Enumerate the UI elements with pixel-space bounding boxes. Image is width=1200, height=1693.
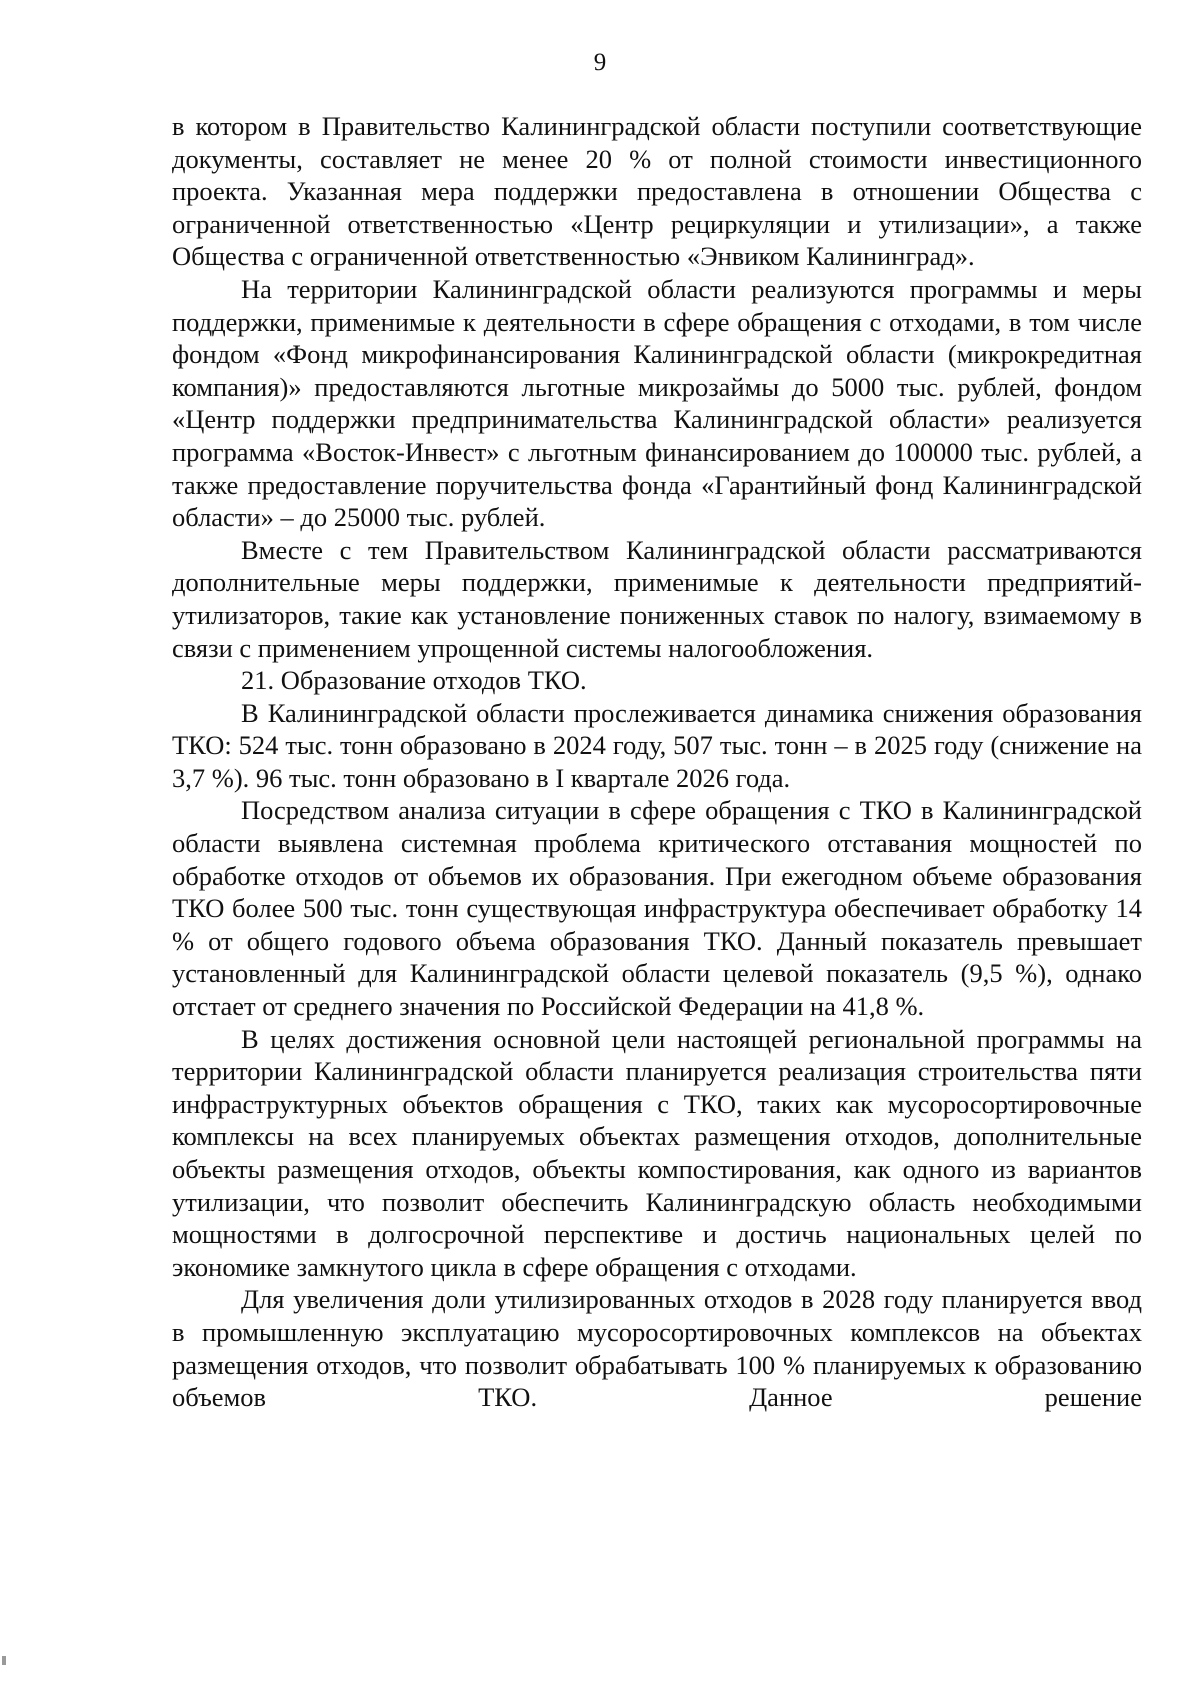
paragraph-infrastructure-plan: В целях достижения основной цели настоящей региональной программы на территории Калининградской области планируется реализация строительства пяти инфраструктурных объектов обращения с ТКО, таких как мусоросортировочные комплексы на всех планируемых объектах размещения отходов, дополнительные объекты размещения отходов, объекты компостирования, как одного из вариантов утилизации, что позволит обеспечить Калининградскую область необходимыми мощностями в долгосрочной перспективе и достичь национальных целей по экономике замкнутого цикла в сфере обращения с отходами. [172,1023,1142,1282]
paragraph-recycling-share: Для увеличения доли утилизированных отходов в 2028 году планируется ввод в промышленную эксплуатацию мусоросортировочных комплексов на объектах размещения отходов, что позволит обрабатывать 100 % планируемых к образованию объемов ТКО. Данное решение [172,1284,1142,1413]
paragraph-waste-dynamics: В Калининградской области прослеживается динамика снижения образования ТКО: 524 тыс. тонн образовано в 2024 году, 507 тыс. тонн – в 2025 году (снижение на 3,7 %). 96 тыс. тонн образовано в I квартале 2026 года. [172,697,1142,793]
scan-artifact [2,1656,6,1665]
document-body [172,110,1142,1414]
paragraph-additional-measures: Вместе с тем Правительством Калининградской области рассматриваются дополнительные меры поддержки, применимые к деятельности предприятий-утилизаторов, такие как установление пониженных ставок по налогу, взимаемому в связи с применением упрощенной системы налогообложения. [172,534,1142,663]
paragraph-capacity-analysis: Посредством анализа ситуации в сфере обращения с ТКО в Калининградской области выявлена системная проблема критического отставания мощностей по обработке отходов от объемов их образования. При ежегодном объеме образования ТКО более 500 тыс. тонн существующая инфраструктура обеспечивает обработку 14 % от общего годового объема образования ТКО. Данный показатель превышает установленный для Калининградской области целевой показатель (9,5 %), однако отстает от среднего значения по Российской Федерации на 41,8 %. [172,795,1142,1022]
page-number: 9 [593,49,607,76]
section-heading: 21. Образование отходов ТКО. [241,665,587,696]
paragraph-continuation: в котором в Правительство Калининградской области поступили соответствующие документы, составляет не менее 20 % от полной стоимости инвестиционного проекта. Указанная мера поддержки предоставлена в отношении Общества с ограниченной ответственностью «Центр рециркуляции и утилизации», а также Общества с ограниченной ответственностью «Энвиком Калининград». [172,111,1142,272]
paragraph-support-programs: На территории Калининградской области реализуются программы и меры поддержки, применимые к деятельности в сфере обращения с отходами, в том числе фондом «Фонд микрофинансирования Калининградской области (микрокредитная компания)» предоставляются льготные микрозаймы до 5000 тыс. рублей, фондом «Центр поддержки предпринимательства Калининградской области» реализуется программа «Восток-Инвест» с льготным финансированием до 100000 тыс. рублей, а также предоставление поручительства фонда «Гарантийный фонд Калининградской области» – до 25000 тыс. рублей. [172,273,1142,533]
